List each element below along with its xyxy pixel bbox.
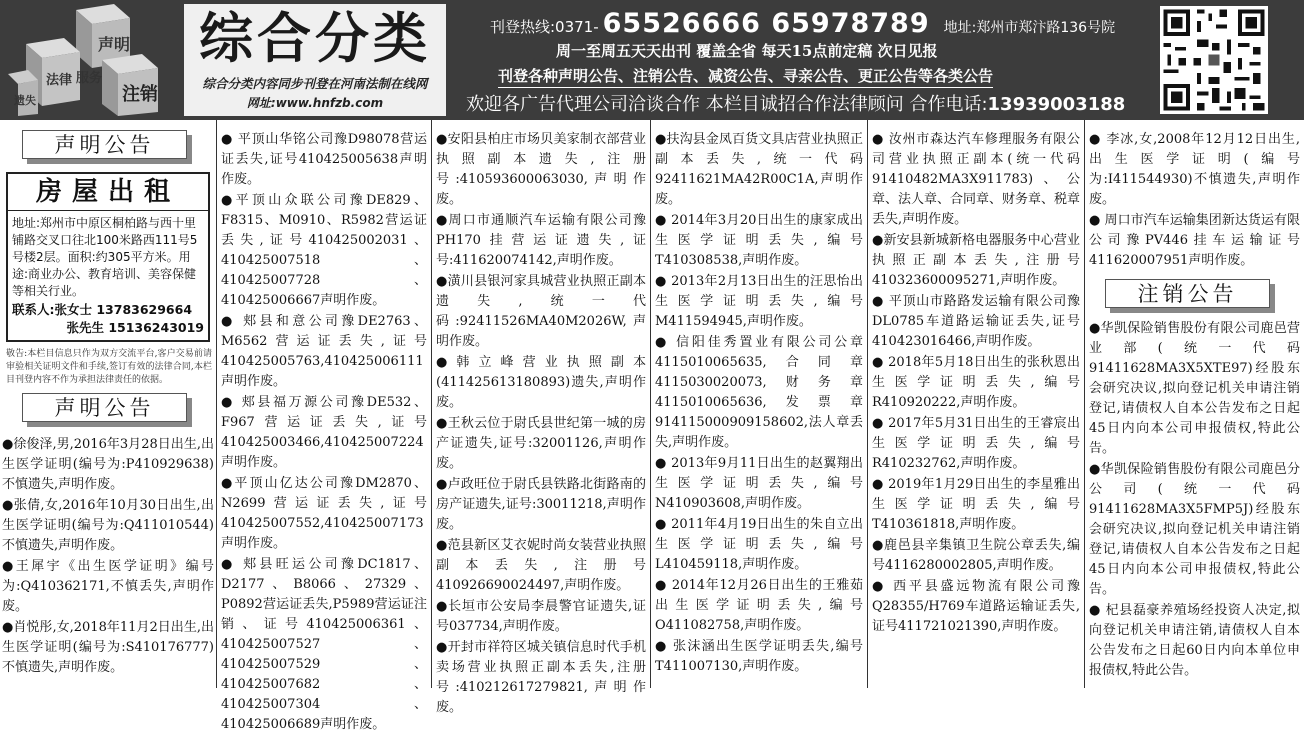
notice-categories: 刊登各种声明公告、注销公告、减资公告、寻亲公告、更正公告等各类公告 (498, 65, 993, 88)
list-item: ●王秋云位于尉氏县世纪第一城的房产证遗失,证号:32001126,声明作废。 (436, 416, 646, 471)
agency-phone: 13939003188 (987, 94, 1126, 115)
cube-label-4: 注销 (122, 84, 158, 105)
list-item: ●范县新区艾衣妮时尚女装营业执照副本丢失,注册号410926690024497,声明作废。 (436, 538, 646, 593)
page-title: 综合分类 (199, 7, 431, 70)
list-item: ● 平顶山市路路发运输有限公司豫DL0785车道路运输证丢失,证号410423016466,声明作废。 (872, 294, 1080, 349)
hotline-label: 刊登热线:0371- (490, 18, 599, 36)
hotline-row (490, 8, 1130, 38)
column-divider (216, 120, 217, 688)
rent-ad (6, 172, 210, 342)
office-address: 地址:郑州市郑汴路136号院 (943, 20, 1116, 36)
list-item: ● 2011年4月19日出生的朱自立出生医学证明丢失,编号L410459118,声明作废。 (655, 517, 863, 572)
column-divider (1084, 120, 1085, 688)
list-item: ●徐俊泽,男,2016年3月28日出生,出生医学证明(编号为:P410929638)不慎遗失,声明作废。 (2, 437, 214, 492)
list-item: ● 信阳佳秀置业有限公司公章4115010065635,合同章4115030020073,财务章4115010065636,发票章914115000909158602,法人章丢失,声明作废。 (655, 335, 863, 450)
list-item: ●华凯保险销售股份有限公司鹿邑分公司(统一代码91411628MA3X5FMP5J)经股东会研究决议,拟向登记机关申请注销登记,请债权人自本公告发布之日起45日内向本公司申报债权,特此公告。 (1089, 462, 1300, 597)
list-item: ● 李冰,女,2008年12月12日出生,出生医学证明(编号为:I411544930)不慎遗失,声明作废。 (1089, 132, 1300, 207)
column-divider (867, 120, 868, 688)
qr-code-icon (1160, 6, 1268, 114)
rent-ad-title: 房屋出租 (8, 174, 208, 211)
list-item: ●平顶山众联公司豫DE829、F8315、M0910、R5982营运证丢失,证号410425002031、410425007518、410425007728、410425006667声明作废。 (221, 193, 427, 308)
list-item: ● 2013年9月11日出生的赵翼翔出生医学证明丢失,编号N410903608,声明作废。 (655, 456, 863, 511)
rent-contact-1: 联系人:张女士 13783629664 (12, 302, 193, 317)
list-item: ● 西平县盛远物流有限公司豫Q28355/H769车道路运输证丢失,证号411721021390,声明作废。 (872, 579, 1080, 634)
column-divider (650, 120, 651, 688)
list-item: ● 郏县和意公司豫DE2763、M6562营运证丢失,证号410425005763,410425006111声明作废。 (221, 314, 427, 389)
section-header-cancellation (1105, 279, 1275, 313)
column-6 (1085, 120, 1304, 688)
list-item: ●新安县新城新格电器服务中心营业执照正副本丢失,注册号410323600095271,声明作废。 (872, 233, 1080, 288)
list-item: ● 郏县福万源公司豫DE532、F967营运证丢失,证号410425003466,410425007224声明作废。 (221, 395, 427, 470)
list-item: ●平顶山亿达公司豫DM2870、N2699营运证丢失,证号410425007552,410425007173声明作废。 (221, 476, 427, 551)
section-title: 声明公告 (22, 393, 187, 422)
list-item: ●张倩,女,2016年10月30日出生,出生医学证明(编号为:Q411010544)不慎遗失,声明作废。 (2, 498, 214, 553)
section-header-statement-1 (22, 130, 192, 164)
cube-label-5: 遗失 (14, 94, 36, 107)
agency-text: 欢迎各广告代理公司洽谈合作 本栏目诚招合作法律顾问 合作电话: (466, 94, 988, 115)
list-item: ●卢政旺位于尉氏县铁路北街路南的房产证遗失,证号:30011218,声明作废。 (436, 477, 646, 532)
list-item: ● 2019年1月29日出生的李星雅出生医学证明丢失,编号T410361818,声明作废。 (872, 477, 1080, 532)
cube-label-2: 法律 (46, 73, 73, 88)
list-item: ●肖悦彤,女,2018年11月2日出生,出生医学证明(编号为:S410176777)不慎遗失,声明作废。 (2, 620, 214, 675)
list-item: ●王犀宇《出生医学证明》编号为:Q410362171,不慎丢失,声明作废。 (2, 559, 214, 614)
list-item: ● 平顶山华铭公司豫D98078营运证丢失,证号410425005638声明作废。 (221, 132, 427, 187)
header-banner (0, 0, 1304, 120)
list-item: ● 2013年2月13日出生的汪思怡出生医学证明丢失,编号M411594945,声明作废。 (655, 274, 863, 329)
column-1 (0, 120, 216, 688)
list-item: ● 周口市汽车运输集团新达货运有限公司豫PV446挂车运输证号411620007951声明作废。 (1089, 213, 1300, 268)
list-item: ●华凯保险销售股份有限公司鹿邑营业部(统一代码91411628MA3X5XTE97)经股东会研究决议,拟向登记机关申请注销登记,请债权人自本公告发布之日起45日内向本公司申报债权,特此公告。 (1089, 321, 1300, 456)
list-item: ● 2018年5月18日出生的张秋恩出生医学证明丢失,编号R410920222,声明作废。 (872, 355, 1080, 410)
list-item: ●安阳县柏庄市场贝美家制衣部营业执照副本遗失,注册号:410593600063030,声明作废。 (436, 132, 646, 207)
list-item: ●开封市祥符区城关镇信息时代手机卖场营业执照正副本丢失,注册号:410212617279821,声明作废。 (436, 640, 646, 715)
column-3 (432, 120, 650, 715)
disclaimer: 敬告:本栏目信息只作为双方交流平台,客户交易前请审验相关证明文件和手续,签订有效的法律合同,本栏目刊登内容不作为承担法律责任的依据。 (6, 349, 212, 385)
list-item: ●长垣市公安局李晨警官证遗失,证号037734,声明作废。 (436, 599, 646, 634)
list-item: ● 汝州市森达汽车修理服务有限公司营业执照正副本(统一代码91410482MA3X911783)、公章、法人章、合同章、财务章、税章丢失,声明作废。 (872, 132, 1081, 227)
publish-schedule: 周一至周五天天出刊 覆盖全省 每天15点前定稿 次日见报 (556, 42, 938, 60)
hotline-numbers: 65526666 65978789 (602, 8, 930, 39)
list-item: ●鹿邑县辛集镇卫生院公章丢失,编号4116280002805,声明作废。 (872, 538, 1080, 573)
cube-stack-logo (6, 4, 184, 116)
list-item: ● 2017年5月31日出生的王睿宸出生医学证明丢失,编号R410232762,声明作废。 (872, 416, 1080, 471)
rent-contact-2: 张先生 15136243019 (66, 320, 204, 335)
list-item: ● 2014年3月20日出生的康家成出生医学证明丢失,编号T410308538,声明作废。 (655, 213, 863, 268)
rent-ad-details: 地址:郑州市中原区桐柏路与西十里铺路交叉口往北100米路西111号5号楼2层。面积:约305平方米。用途:商业办公、教育培训、美容保健等相关行业。 (12, 216, 198, 298)
cube-label-3: 服务 (76, 71, 103, 86)
list-item: ●韩立峰营业执照副本(411425613180893)遗失,声明作废。 (436, 355, 646, 410)
column-4 (651, 120, 867, 688)
list-item: ●扶沟县金凤百货文具店营业执照正副本丢失,统一代码92411621MA42R00C1A,声明作废。 (655, 132, 863, 207)
list-item: ● 2014年12月26日出生的王雅茹出生医学证明丢失,编号O411082758,声明作废。 (655, 578, 863, 633)
agency-banner (466, 90, 1125, 116)
list-item: ●潢川县银河家具城营业执照正副本遗失,统一代码:92411526MA40M2026W,声明作废。 (436, 274, 646, 349)
column-divider (431, 120, 432, 688)
list-item: ●周口市通顺汽车运输有限公司豫PH170挂营运证遗失,证号:411620074142,声明作废。 (436, 213, 646, 268)
section-header-statement-2 (22, 393, 192, 427)
cube-label-1: 声明 (98, 35, 131, 54)
column-5 (868, 120, 1084, 688)
classified-columns (0, 120, 1304, 732)
section-title: 声明公告 (22, 130, 187, 159)
list-item: ● 张沫涵出生医学证明丢失,编号T411007130,声明作废。 (655, 639, 863, 674)
column-2 (217, 120, 431, 732)
sync-notice: 综合分类内容同步刊登在河南法制在线网 (202, 76, 428, 91)
list-item: ● 郏县旺运公司豫DC1817、D2177、B8066、27329、P0892营运证丢失,P5989营运证注销、证号410425006361、410425007527、410425007529、410425007682、410425007304、410425006689声明作废。 (221, 557, 427, 732)
list-item: ● 杞县磊豪养殖场经投资人决定,拟向登记机关申请注销,请债权人自本公告发布之日起60日内向本单位申报债权,特此公告。 (1089, 603, 1300, 678)
title-panel (184, 4, 446, 116)
section-title: 注销公告 (1105, 279, 1270, 308)
website-url: 网址:www.hnfzb.com (246, 96, 384, 110)
